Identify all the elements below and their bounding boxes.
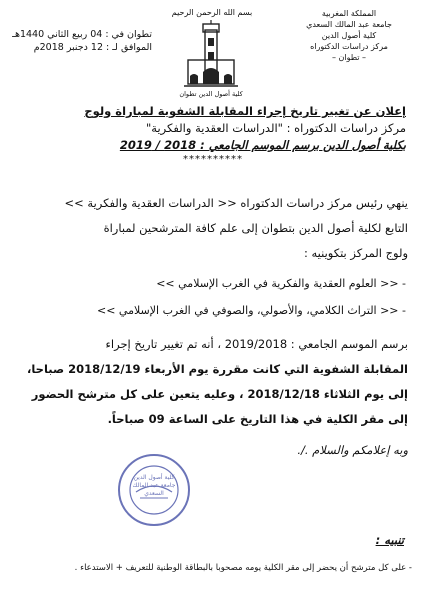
header-line-kingdom: المملكة المغربية bbox=[321, 9, 377, 18]
official-stamp bbox=[116, 452, 192, 528]
logo-caption: كلية أصول الدين تطوان bbox=[179, 90, 243, 98]
closing-line: وبه إعلامكم والسلام ./. bbox=[297, 443, 408, 457]
faculty-logo bbox=[176, 20, 246, 110]
announcement-title bbox=[20, 104, 406, 165]
intro-line-2: التابع لكلية أصول الدين بتطوان إلى علم كافة المترشحين لمباراة bbox=[103, 221, 408, 235]
title-line-3: بكلية أصول الدين برسم الموسم الجامعي : 2018 / 2019 bbox=[119, 138, 406, 152]
header-line-university: جامعة عبد المالك السعدي bbox=[306, 20, 392, 29]
header-line-city: – تطوان – bbox=[331, 53, 367, 62]
header-line-center: مركز دراسات الدكتوراه bbox=[310, 42, 388, 51]
date-gregorian: الموافق لـ : 12 دجنبر 2018م bbox=[33, 42, 152, 53]
intro-line-3: ولوج المركز بتكوينيه : bbox=[303, 246, 408, 260]
program-item: - << التراث الكلامي، والأصولي، والصوفي في الغرب الإسلامي >> bbox=[96, 304, 406, 317]
note-title: تنبيه : bbox=[375, 533, 404, 547]
note-text: - على كل مترشح أن يحضر إلى مقر الكلية يومه مصحوبا بالبطاقة الوطنية للتعريف + الاستدعاء . bbox=[74, 563, 412, 573]
main-paragraph bbox=[22, 335, 408, 429]
title-line-1: إعلان عن تغيير تاريخ إجراء المقابلة الشفوية لمباراة ولوج bbox=[84, 104, 406, 118]
main-line-1: برسم الموسم الجامعي : 2019/2018 ، أنه تم تغيير تاريخ إجراء bbox=[105, 337, 408, 351]
intro-paragraph bbox=[22, 194, 408, 263]
intro-line-1: ينهي رئيس مركز دراسات الدكتوراه << الدراسات العقدية والفكرية >> bbox=[64, 196, 408, 210]
main-line-4: إلى مقر الكلية في هذا التاريخ على الساعة 09 صباحاً. bbox=[107, 412, 408, 426]
date-block bbox=[12, 28, 152, 54]
institution-header bbox=[284, 8, 414, 63]
program-list bbox=[30, 276, 406, 318]
title-line-2: مركز دراسات الدكتوراه : "الدراسات العقدية والفكرية" bbox=[146, 121, 406, 135]
date-hijri: تطوان في : 04 ربيع الثاني 1440هـ bbox=[12, 29, 152, 40]
stamp-text: كلية أصول الدين جامعة عبد المالك السعدي bbox=[132, 474, 176, 497]
title-separator: ********** bbox=[183, 154, 243, 165]
program-item: - << العلوم العقدية والفكرية في الغرب الإسلامي >> bbox=[156, 277, 406, 290]
basmala: بسم الله الرحمن الرحيم bbox=[171, 8, 253, 17]
header-line-faculty: كلية أصول الدين bbox=[321, 31, 377, 40]
main-line-3: إلى يوم الثلاثاء 2018/12/18 ، وعليه يتعين على كل مترشح الحضور bbox=[31, 387, 408, 401]
main-line-2: المقابلة الشفوية التي كانت مقررة يوم الأربعاء 2018/12/19 صباحا، bbox=[27, 362, 408, 376]
